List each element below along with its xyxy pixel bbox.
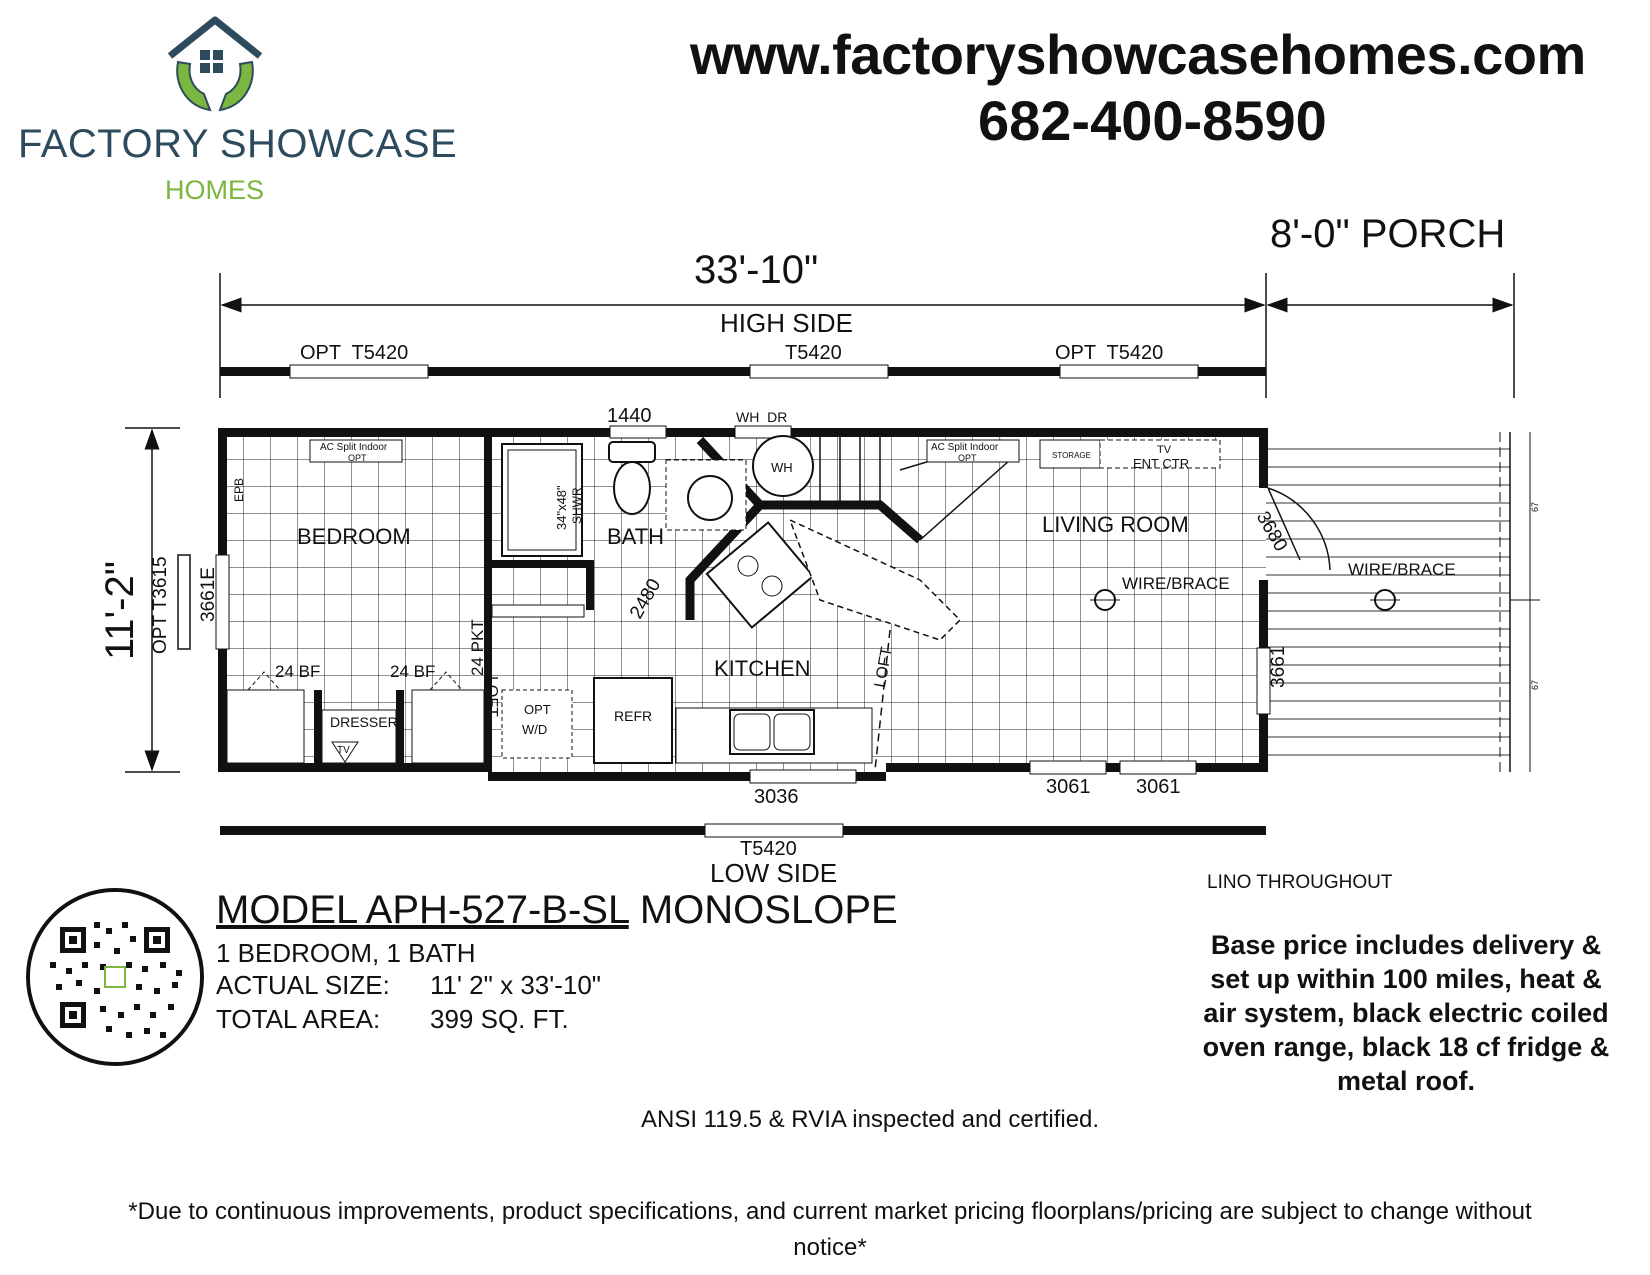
refrigerator-label: REFR bbox=[614, 708, 653, 724]
room-bedroom: BEDROOM bbox=[297, 524, 411, 549]
loft-left: LOFT bbox=[483, 676, 500, 717]
model-title bbox=[216, 888, 898, 933]
low-side-label: LOW SIDE bbox=[710, 858, 838, 888]
brand-subtitle: HOMES bbox=[165, 175, 265, 205]
length-dimension bbox=[220, 273, 1514, 398]
disclaimer: *Due to continuous improvements, product specifications, and current market pricing floorplans/pricing are subject to change without notice* bbox=[128, 1198, 1532, 1261]
bf24-left: 24 BF bbox=[275, 662, 321, 681]
window-opt-t5420-right: OPT T5420 bbox=[1055, 342, 1164, 364]
brand-name: FACTORY SHOWCASE bbox=[18, 122, 458, 166]
ac-split-living-opt: OPT bbox=[958, 453, 977, 463]
water-heater-label: WH bbox=[771, 460, 793, 475]
window-3661e: 3661E bbox=[198, 567, 219, 622]
porch-dimension-label: 8'-0" PORCH bbox=[1270, 212, 1506, 256]
total-area-value: 399 SQ. FT. bbox=[430, 1004, 569, 1034]
flooring-note: LINO THROUGHOUT bbox=[1207, 872, 1393, 893]
model-number: MODEL APH-527-B-SL bbox=[216, 888, 629, 932]
width-dimension-label: 11'-2" bbox=[98, 561, 142, 660]
toilet-icon bbox=[614, 462, 650, 514]
website-url[interactable]: www.factoryshowcasehomes.com bbox=[690, 23, 1586, 86]
window-3061-left: 3061 bbox=[1046, 776, 1091, 798]
epb-label: EPB bbox=[232, 477, 246, 502]
wire-brace-living: WIRE/BRACE bbox=[1122, 574, 1230, 593]
dresser-label: DRESSER bbox=[330, 714, 398, 730]
porch-dim-bottom: 67 bbox=[1530, 679, 1540, 690]
window-3661-right: 3661 bbox=[1268, 645, 1289, 688]
window-t5420-top: T5420 bbox=[785, 342, 842, 364]
kitchen-sink-icon bbox=[730, 710, 814, 754]
bedroom-tv-label: TV bbox=[337, 745, 350, 756]
opt-wd-line1: OPT bbox=[524, 702, 551, 717]
bf24-right: 24 BF bbox=[390, 662, 436, 681]
sink-icon bbox=[688, 476, 732, 520]
ac-split-bedroom-opt: OPT bbox=[348, 453, 367, 463]
qr-code-icon bbox=[30, 892, 200, 1062]
phone-number[interactable]: 682-400-8590 bbox=[978, 89, 1327, 152]
window-opt-t5420-left: OPT T5420 bbox=[300, 342, 409, 364]
loft-kitchen: LOFT bbox=[872, 645, 896, 689]
opt-wd-line2: W/D bbox=[522, 722, 548, 737]
total-area-label: TOTAL AREA: bbox=[216, 1004, 381, 1034]
room-kitchen: KITCHEN bbox=[714, 656, 811, 681]
window-3036: 3036 bbox=[754, 786, 799, 808]
porch-dim-top: 67 bbox=[1530, 501, 1540, 512]
window-t5420-bottom: T5420 bbox=[740, 838, 797, 860]
window-opt-t3615: OPT T3615 bbox=[150, 556, 171, 654]
door-3680: 3680 bbox=[1251, 508, 1292, 556]
wire-brace-porch: WIRE/BRACE bbox=[1348, 560, 1456, 579]
porch bbox=[1266, 432, 1540, 772]
actual-size-label: ACTUAL SIZE: bbox=[216, 970, 390, 1000]
pocket-door-24: 24 PKT bbox=[468, 619, 487, 676]
model-style: MONOSLOPE bbox=[628, 888, 898, 932]
ent-ctr-label: ENT CTR bbox=[1133, 456, 1190, 471]
actual-size-value: 11' 2" x 33'-10" bbox=[430, 970, 602, 1000]
ac-split-living: AC Split Indoor bbox=[931, 442, 999, 453]
beds-baths: 1 BEDROOM, 1 BATH bbox=[216, 938, 476, 968]
window-wh-dr: WH DR bbox=[736, 409, 788, 425]
room-bath: BATH bbox=[607, 524, 665, 549]
base-price-note: Base price includes delivery & set up within 100 miles, heat & air system, black electric coiled oven range, black 18 cf fridge & metal roof. bbox=[1202, 930, 1610, 1096]
qr-code[interactable] bbox=[26, 888, 204, 1066]
shower-label: SHWR bbox=[570, 487, 584, 524]
window-1440: 1440 bbox=[607, 405, 652, 427]
shower-size-label: 34"x48" bbox=[554, 485, 569, 530]
window-3061-right: 3061 bbox=[1136, 776, 1181, 798]
high-side-label: HIGH SIDE bbox=[720, 308, 853, 338]
storage-label: STORAGE bbox=[1052, 451, 1091, 460]
low-side-eave bbox=[220, 824, 1266, 837]
certification-note: ANSI 119.5 & RVIA inspected and certified. bbox=[641, 1106, 1100, 1133]
high-side-eave bbox=[220, 365, 1266, 378]
tv-label: TV bbox=[1157, 444, 1172, 456]
door-2480: 2480 bbox=[626, 575, 666, 623]
ac-split-bedroom: AC Split Indoor bbox=[320, 442, 388, 453]
length-dimension-label: 33'-10" bbox=[694, 248, 819, 292]
room-living-room: LIVING ROOM bbox=[1042, 512, 1189, 537]
